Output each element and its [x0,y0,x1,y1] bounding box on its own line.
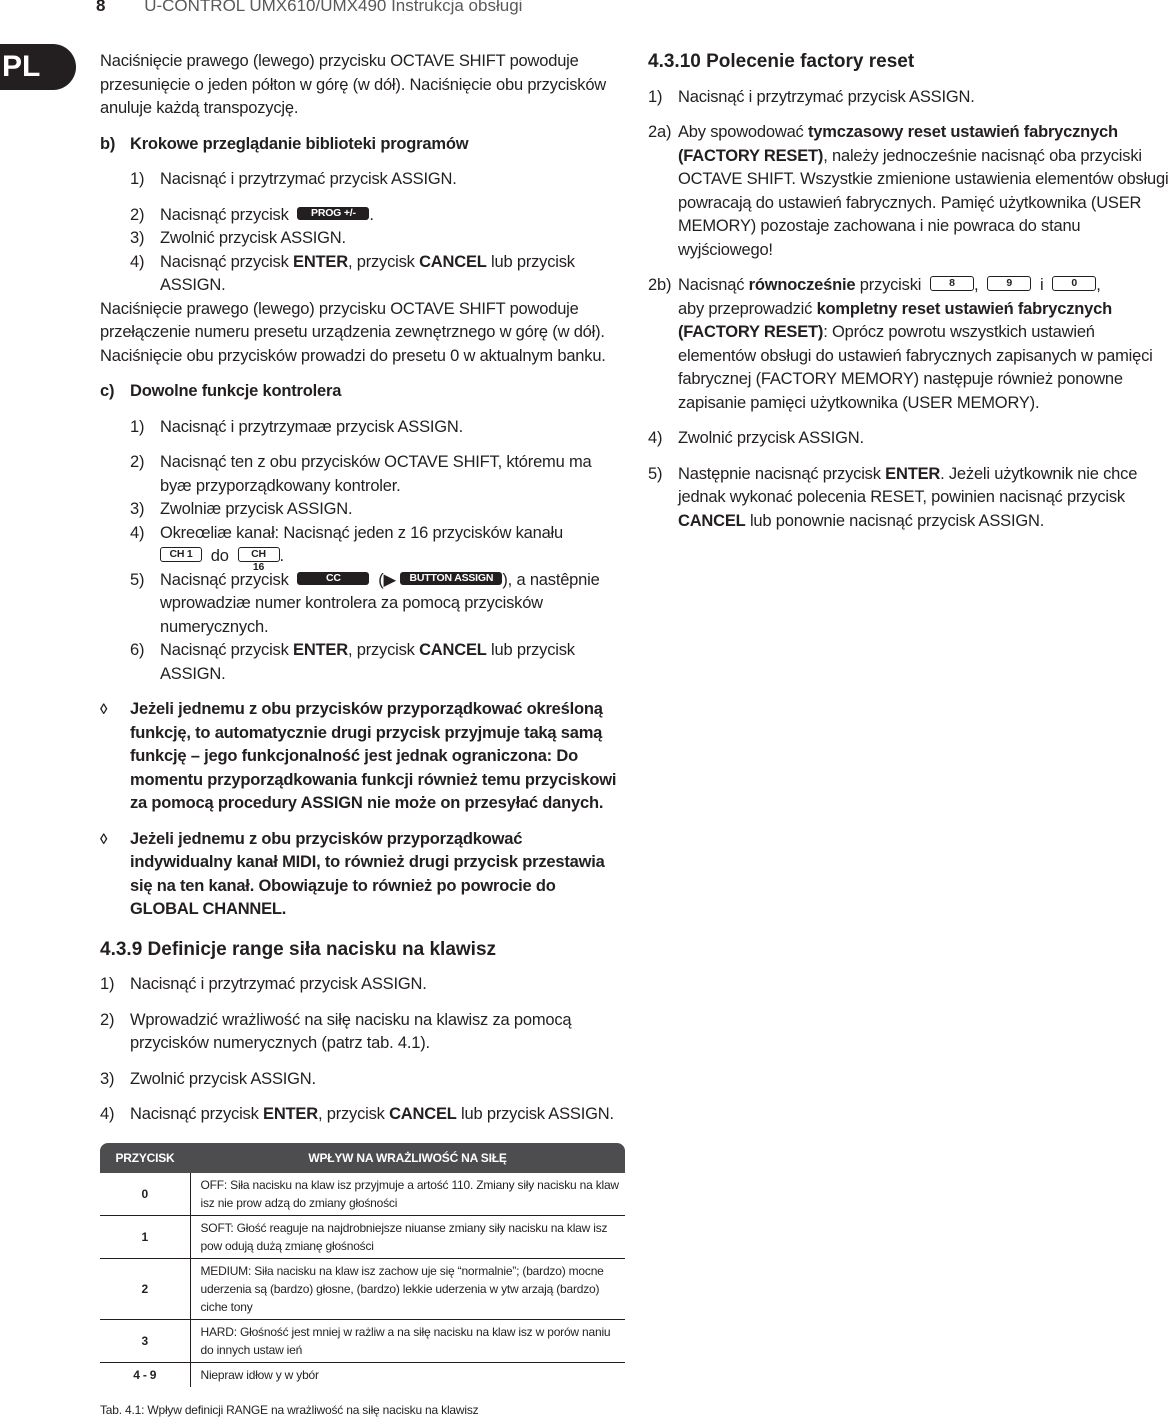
s439-step-4: 4) Nacisnąć przycisk ENTER, przycisk CANCEL lub przycisk ASSIGN. [100,1103,625,1127]
c-step-6: 6) Nacisnąć przycisk ENTER, przycisk CANCEL lub przycisk ASSIGN. [100,639,625,686]
c-step-4: 4) Okreœliæ kanał: Nacisnąć jeden z 16 przycisków kanału CH 1 do CH 16. [100,522,625,569]
b-step-2: 2) Nacisnąć przycisk PROG +/- . [100,204,625,228]
table-row: 0 OFF: Siła nacisku na klaw isz przyjmuje a artość 110. Zmiany siły nacisku na klaw isz nie prow adzą do zmiany głośności [100,1173,625,1216]
subsection-b-heading: b) Krokowe przeglądanie biblioteki programów [100,133,625,157]
cc-key-icon: CC [297,572,369,585]
b-step-3: 3) Zwolnić przycisk ASSIGN. [100,227,625,251]
note-bullet-2: ◊ Jeżeli jednemu z obu przycisków przyporządkować indywidualny kanał MIDI, to również drugi przycisk przestawia się na ten kanał. Obowiązuje to również po powrocie do GLOBAL CHANNEL. [100,828,625,922]
section-439-heading: 4.3.9 Definicje range siła nacisku na klawisz [100,938,625,962]
table-row: 4 - 9 Niepraw idłow y w ybór [100,1362,625,1387]
key-9-icon: 9 [987,276,1031,291]
table-row: 3 HARD: Głośność jest mniej w rażliw a na siłę nacisku na klaw isz w porów naniu do innych ustaw ień [100,1319,625,1362]
table-caption: Tab. 4.1: Wpływ definicji RANGE na wrażliwość na siłę nacisku na klawisz [100,1399,625,1422]
section-4310-heading: 4.3.10 Polecenie factory reset [648,50,1171,74]
document-title: U-CONTROL UMX610/UMX490 Instrukcja obsługi [144,0,522,15]
subsection-c-heading: c) Dowolne funkcje kontrolera [100,380,625,404]
intro-paragraph: Naciśnięcie prawego (lewego) przycisku OCTAVE SHIFT powoduje przesunięcie o jeden półton w górę (w dół). Naciśnięcie obu przycisków anuluje każdą transpozycję. [100,50,625,121]
c-step-5: 5) Nacisnąć przycisk CC (▶ BUTTON ASSIGN ), a nastêpnie wprowadziæ numer kontrolera za pomocą przycisków numerycznych. [100,569,625,640]
table-header-effect: WPŁYW NA WRAŻLIWOŚĆ NA SIŁĘ [190,1143,625,1173]
key-8-icon: 8 [930,276,974,291]
reset-step-4: 4) Zwolnić przycisk ASSIGN. [648,427,1171,451]
c-step-3: 3) Zwolniæ przycisk ASSIGN. [100,498,625,522]
table-row: 1 SOFT: Głość reaguje na najdrobniejsze niuanse zmiany siły nacisku na klaw isz pow odują dużą zmianę głośności [100,1215,625,1258]
right-column [648,50,1171,545]
table-row: 2 MEDIUM: Siła nacisku na klaw isz zachow uje się “normalnie”; (bardzo) mocne uderzenia są (bardzo) głosne, (bardzo) lekkie uderzenia w ytw arzają (bardzo) ciche tony [100,1258,625,1319]
language-tab: PL [0,44,76,90]
arrow-right-icon: ▶ [384,571,397,589]
page-number: 8 [96,0,105,15]
note-bullet-1: ◊ Jeżeli jednemu z obu przycisków przyporządkować określoną funkcję, to automatycznie drugi przycisk przyjmuje taką samą funkcję – jego funkcjonalność jest jednak ograniczona: Do momentu przyporządkowania funkcji również temu przyciskowi za pomocą procedury ASSIGN nie może on przesyłać danych. [100,698,625,816]
reset-step-2b: 2b) Nacisnąć równocześnie przyciski 8 , 9 i 0 , aby przeprowadzić kompletny reset ustawień fabrycznych (FACTORY RESET): Oprócz powrotu wszystkich ustawień elementów obsługi do ustawień fabrycznych zapisanych w pamięci fabrycznej (FACTORY MEMORY) następuje również ponowne zapisanie pamięci użytkownika (USER MEMORY). [648,274,1171,415]
prog-key-icon: PROG +/- [297,207,369,220]
s439-step-2: 2) Wprowadzić wrażliwość na siłę nacisku na klawisz za pomocą przycisków numerycznych (patrz tab. 4.1). [100,1009,625,1056]
b-step-1: 1) Nacisnąć i przytrzymać przycisk ASSIGN. [100,168,625,192]
diamond-bullet-icon: ◊ [100,698,130,816]
left-column [100,50,625,1422]
button-assign-key-icon: BUTTON ASSIGN [400,572,502,585]
reset-step-5: 5) Następnie nacisnąć przycisk ENTER. Jeżeli użytkownik nie chce jednak wykonać polecenia RESET, powinien nacisnąć przycisk CANCEL lub ponownie nacisnąć przycisk ASSIGN. [648,463,1171,534]
table-header-key: PRZYCISK [100,1143,190,1173]
reset-step-1: 1) Nacisnąć i przytrzymać przycisk ASSIGN. [648,86,1171,110]
velocity-range-table [100,1143,625,1387]
ch1-key-icon: CH 1 [160,547,202,562]
b-note-paragraph: Naciśnięcie prawego (lewego) przycisku OCTAVE SHIFT powoduje przełączenie numeru presetu urządzenia zewnętrznego w górę (w dół). Naciśnięcie obu przycisków prowadzi do presetu 0 w aktualnym banku. [100,298,625,369]
key-0-icon: 0 [1052,276,1096,291]
ch16-key-icon: CH 16 [238,547,280,562]
c-step-1: 1) Nacisnąć i przytrzymaæ przycisk ASSIGN. [100,416,625,440]
page-header [96,0,522,16]
c-step-2: 2) Nacisnąć ten z obu przycisków OCTAVE SHIFT, któremu ma byæ przyporządkowany kontroler. [100,451,625,498]
diamond-bullet-icon: ◊ [100,828,130,922]
s439-step-3: 3) Zwolnić przycisk ASSIGN. [100,1068,625,1092]
b-step-4: 4) Nacisnąć przycisk ENTER, przycisk CANCEL lub przycisk ASSIGN. [100,251,625,298]
reset-step-2a: 2a) Aby spowodować tymczasowy reset ustawień fabrycznych (FACTORY RESET), należy jednocześnie nacisnąć oba przyciski OCTAVE SHIFT. Wszystkie zmienione ustawienia elementów obsługi powracają do ustawień fabrycznych. Pamięć użytkownika (USER MEMORY) pozostaje zachowana i nie powraca do stanu wyjściowego! [648,121,1171,262]
s439-step-1: 1) Nacisnąć i przytrzymać przycisk ASSIGN. [100,973,625,997]
